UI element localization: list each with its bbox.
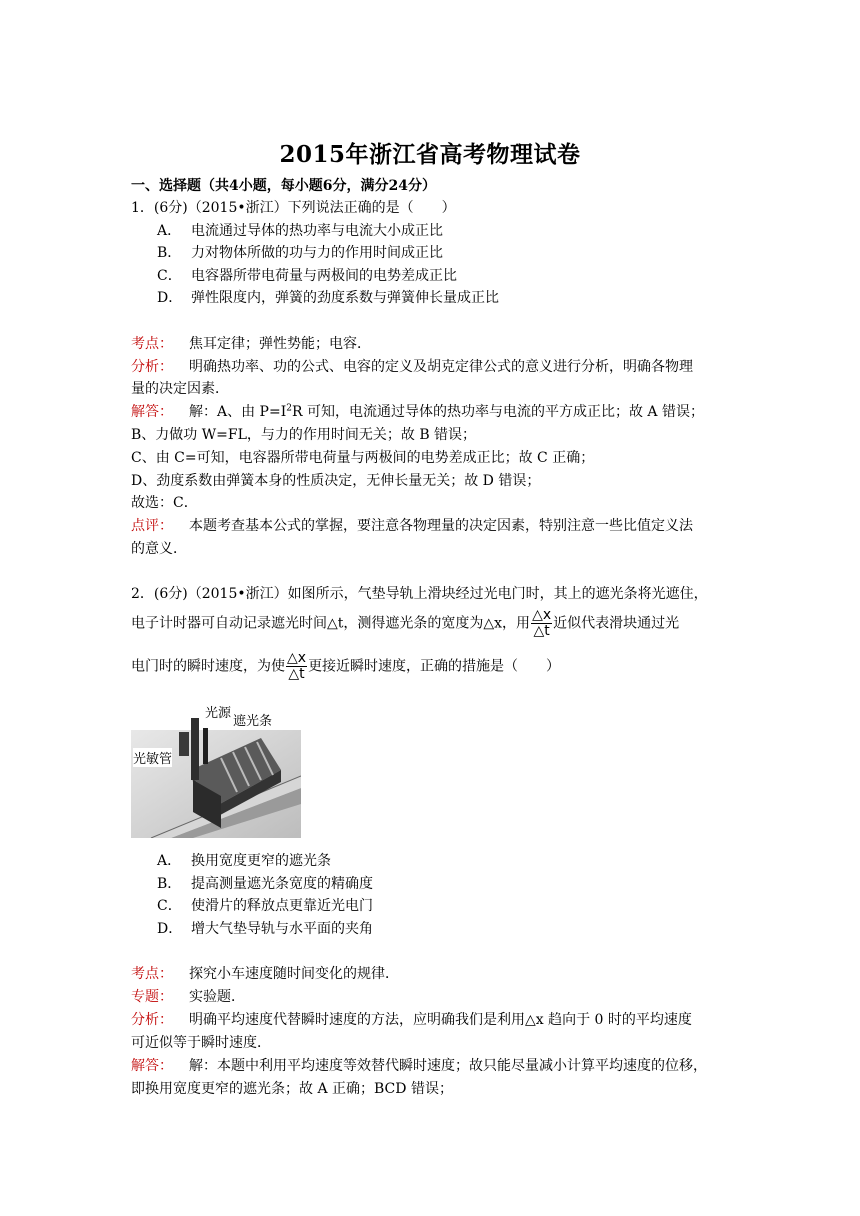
air-track-figure bbox=[131, 700, 301, 838]
option-letter: C． bbox=[157, 898, 182, 914]
option-letter: A． bbox=[157, 853, 182, 869]
q2-fenxi bbox=[131, 1010, 731, 1030]
label-shading-strip: 遮光条 bbox=[233, 714, 273, 729]
dianping-label: 点评： bbox=[131, 518, 173, 534]
q1-jieda-answer: 故选：C． bbox=[131, 495, 198, 511]
option-text: 电容器所带电荷量与两极间的电势差成正比 bbox=[191, 268, 457, 284]
jieda-label: 解答： bbox=[131, 404, 173, 420]
option-text: 弹性限度内，弹簧的劲度系数与弹簧伸长量成正比 bbox=[191, 290, 499, 306]
superscript: 2 bbox=[286, 403, 292, 414]
frac-numerator: △x bbox=[287, 650, 307, 666]
page-title: 2015年浙江省高考物理试卷 bbox=[279, 141, 581, 168]
q1-dianping bbox=[131, 516, 731, 536]
fenxi-label: 分析： bbox=[131, 359, 173, 375]
q1-kaodian bbox=[131, 334, 731, 354]
label-light-source: 光源 bbox=[205, 706, 232, 721]
kaodian-text: 焦耳定律；弹性势能；电容． bbox=[189, 336, 371, 352]
fenxi-text: 明确热功率、功的公式、电容的定义及胡克定律公式的意义进行分析，明确各物理 bbox=[189, 359, 693, 375]
q2-jieda-cont: 即换用宽度更窄的遮光条；故 A 正确；BCD 错误； bbox=[131, 1081, 453, 1097]
kaodian-label: 考点： bbox=[131, 966, 173, 982]
jieda-text-cont: R 可知，电流通过导体的热功率与电流的平方成正比；故 A 错误； bbox=[291, 404, 704, 420]
q2-stem-2 bbox=[131, 608, 731, 639]
q1-dianping-cont: 的意义． bbox=[131, 541, 187, 557]
frac-numerator: △x bbox=[532, 607, 552, 623]
q2-zhuanti bbox=[131, 987, 731, 1007]
option-text: 提高测量遮光条宽度的精确度 bbox=[191, 876, 373, 892]
option-letter: B． bbox=[157, 876, 182, 892]
option-letter: B． bbox=[157, 245, 182, 261]
option-letter: D． bbox=[157, 921, 183, 937]
frac-denominator: △t bbox=[288, 666, 305, 682]
dianping-text: 本题考查基本公式的掌握，要注意各物理量的决定因素，特别注意一些比值定义法 bbox=[189, 518, 693, 534]
q1-fenxi bbox=[131, 357, 731, 377]
stem-text-cont: 更接近瞬时速度，正确的措施是（ ） bbox=[308, 658, 561, 675]
section-heading: 一、选择题（共4小题，每小题6分，满分24分） bbox=[131, 178, 436, 194]
kaodian-label: 考点： bbox=[131, 336, 173, 352]
q2-kaodian bbox=[131, 964, 731, 984]
option-text: 增大气垫导轨与水平面的夹角 bbox=[191, 921, 373, 937]
q1-jieda-d: D、劲度系数由弹簧本身的性质决定，无伸长量无关；故 D 错误； bbox=[131, 473, 541, 489]
label-photo-sensor: 光敏管 bbox=[133, 748, 172, 767]
stem-text-cont: 近似代表滑块通过光 bbox=[553, 615, 680, 632]
zhuanti-label: 专题： bbox=[131, 989, 173, 1005]
q2-stem-3 bbox=[131, 651, 731, 682]
fraction-dx-dt bbox=[531, 608, 552, 639]
zhuanti-text: 实验题． bbox=[189, 989, 245, 1005]
option-letter: C． bbox=[157, 268, 182, 284]
q1-jieda-b: B、力做功 W=FL，与力的作用时间无关；故 B 错误； bbox=[131, 427, 477, 443]
q2-fenxi-cont: 可近似等于瞬时速度． bbox=[131, 1035, 271, 1051]
fenxi-text: 明确平均速度代替瞬时速度的方法，应明确我们是利用△x 趋向于 0 时的平均速度 bbox=[189, 1012, 692, 1028]
kaodian-text: 探究小车速度随时间变化的规律． bbox=[189, 966, 399, 982]
fraction-dx-dt bbox=[286, 651, 307, 682]
option-letter: A． bbox=[157, 223, 182, 239]
option-text: 电流通过导体的热功率与电流大小成正比 bbox=[191, 223, 443, 239]
option-text: 力对物体所做的功与力的作用时间成正比 bbox=[191, 245, 443, 261]
q1-stem: 1．(6分)（2015•浙江）下列说法正确的是（ ） bbox=[131, 200, 456, 216]
option-text: 换用宽度更窄的遮光条 bbox=[191, 853, 331, 869]
fenxi-label: 分析： bbox=[131, 1012, 173, 1028]
jieda-text: 解：本题中利用平均速度等效替代瞬时速度；故只能尽量减小计算平均速度的位移， bbox=[189, 1058, 707, 1074]
q1-jieda-c: C、由 C=可知，电容器所带电荷量与两极间的电势差成正比；故 C 正确； bbox=[131, 450, 595, 466]
q1-jieda bbox=[131, 402, 731, 422]
option-text: 使滑片的释放点更靠近光电门 bbox=[191, 898, 373, 914]
frac-denominator: △t bbox=[533, 623, 550, 639]
jieda-text: 解：A、由 P=I bbox=[189, 404, 287, 420]
stem-text: 电子计时器可自动记录遮光时间△t，测得遮光条的宽度为△x，用 bbox=[131, 615, 531, 632]
stem-text: 电门时的瞬时速度，为使 bbox=[131, 658, 285, 675]
q1-fenxi-cont: 量的决定因素． bbox=[131, 381, 229, 397]
option-letter: D． bbox=[157, 290, 183, 306]
q2-jieda bbox=[131, 1056, 731, 1076]
q2-stem-1: 2．(6分)（2015•浙江）如图所示，气垫导轨上滑块经过光电门时，其上的遮光条将光遮住， bbox=[131, 586, 708, 602]
jieda-label: 解答： bbox=[131, 1058, 173, 1074]
